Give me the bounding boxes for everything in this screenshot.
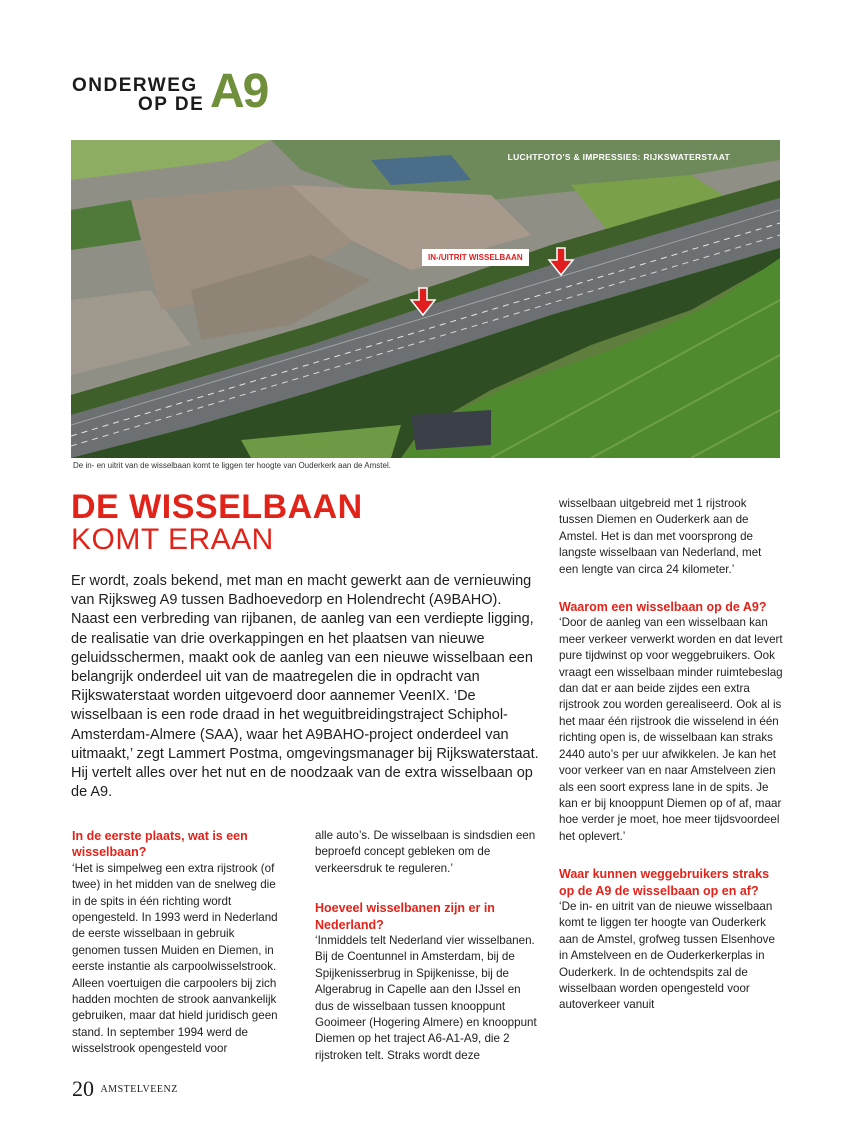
photo-caption: De in- en uitrit van de wisselbaan komt te liggen ter hoogte van Ouderkerk aan de Amstel.	[73, 461, 391, 470]
wisselbaan-label: IN-/UITRIT WISSELBAAN	[422, 249, 529, 266]
column-2	[315, 828, 537, 1064]
article-intro: Er wordt, zoals bekend, met man en macht gewerkt aan de vernieuwing van Rijksweg A9 tussen Badhoevedorp en Holendrecht (A9BAHO). Naast een verbreding van rijbanen, de aanleg van een verdiepte ligging, de realisatie van drie overkappingen en het plaatsen van nieuwe geluidsschermen, maakt ook de aanleg van een nieuwe wisselbaan een belangrijk onderdeel uit van de maatregelen die in opdracht van Rijkswaterstaat worden uitgevoerd door aannemer VeenIX. ‘De wisselbaan is een rode draad in het weguitbreidingstraject Schiphol-Amsterdam-Almere (SAA), waar het A9BAHO-project onderdeel van uitmaakt,’ zegt Lammert Postma, omgevingsmanager bij Rijkswaterstaat. Hij vertelt alles over het nut en de noodzaak van de extra wisselbaan op de A9.	[71, 573, 539, 801]
answer-text: wisselbaan uitgebreid met 1 rijstrook tussen Diemen en Ouderkerk aan de Amstel. Het is dan met voorsprong de langste wisselbaan van Nederland, met een lengte van circa 24 kilometer.’	[559, 497, 762, 576]
question-heading: Waarom een wisselbaan op de A9?	[559, 600, 767, 615]
photo-credit: LUCHTFOTO'S & IMPRESSIES: RIJKSWATERSTAAT	[507, 152, 730, 162]
a9-logo: A9	[210, 65, 268, 118]
question-heading: Hoeveel wisselbanen zijn er in Nederland?	[315, 901, 495, 932]
section-title-line2: OP DE	[138, 94, 205, 115]
aerial-photo-illustration	[71, 140, 780, 458]
page-footer	[72, 1076, 178, 1102]
column-3	[559, 496, 783, 1014]
answer-text: alle auto’s. De wisselbaan is sindsdien een beproefd concept gebleken om de verkeersdruk te reguleren.’	[315, 829, 536, 875]
question-heading: In de eerste plaats, wat is een wisselbaan?	[72, 829, 248, 860]
page-number: 20	[72, 1076, 94, 1101]
magazine-name: AMSTELVEENZ	[100, 1084, 178, 1095]
aerial-photo	[71, 140, 780, 458]
question-heading: Waar kunnen weggebruikers straks op de A9 de wisselbaan op en af?	[559, 867, 770, 898]
article-title: DE WISSELBAAN	[71, 488, 363, 526]
answer-text: ‘Het is simpelweg een extra rijstrook (of twee) in het midden van de snelweg die in de spits in één richting wordt opengesteld. In 1993 werd in Nederland de eerste wisselbaan in gebruik genomen tussen Muiden en Diemen, in eerste instantie als carpoolwisselstrook. Alleen voertuigen die carpoolers bij zich hadden mochten de strook aanvankelijk gebruiken, maar dat hield juridisch geen stand. In september 1994 werd de wisselstrook opengesteld voor	[72, 861, 278, 1056]
section-header	[72, 65, 302, 118]
section-title-line1: ONDERWEG	[72, 75, 198, 96]
answer-text: ‘Inmiddels telt Nederland vier wisselbanen. Bij de Coentunnel in Amsterdam, bij de Spijkenisserbrug in Spijkenisse, bij de Algerabrug in Capelle aan den IJssel en dus de wisselbaan tussen knooppunt Gooimeer (Hogering Almere) en knooppunt Diemen op het traject A6-A1-A9, die 2 rijstroken telt. Straks wordt deze	[315, 934, 537, 1062]
answer-text: ‘Door de aanleg van een wisselbaan kan meer verkeer verwerkt worden en dat levert pure tijdwinst op voor weggebruikers. Ook vraagt een wisselbaan minder ruimtebeslag dan dat er aan beide zijdes een extra rijstrook zou worden gerealiseerd. Ook al is het maar één rijstrook die wisselend in één richting open is, de wisselbaan kan straks 2440 auto’s per uur afwikkelen. Je kan het voor verkeer van en naar Amstelveen zien als een soort express lane in de spits. Je kan er bij knooppunt Diemen op of af, maar hoe verder je moet, hoe meer tijdsvoordeel het oplevert.’	[559, 616, 783, 843]
column-1	[72, 828, 284, 1058]
answer-text: ‘De in- en uitrit van de nieuwe wisselbaan komt te liggen ter hoogte van Ouderkerk aan de Amstel, grofweg tussen Elsenhove in Amstelveen en de Ouderkerkerplas in Ouderkerk. In de ochtendspits zal de wisselbaan worden opengesteld voor autoverkeer vanuit	[559, 899, 775, 1012]
article-subtitle: KOMT ERAAN	[71, 523, 274, 556]
